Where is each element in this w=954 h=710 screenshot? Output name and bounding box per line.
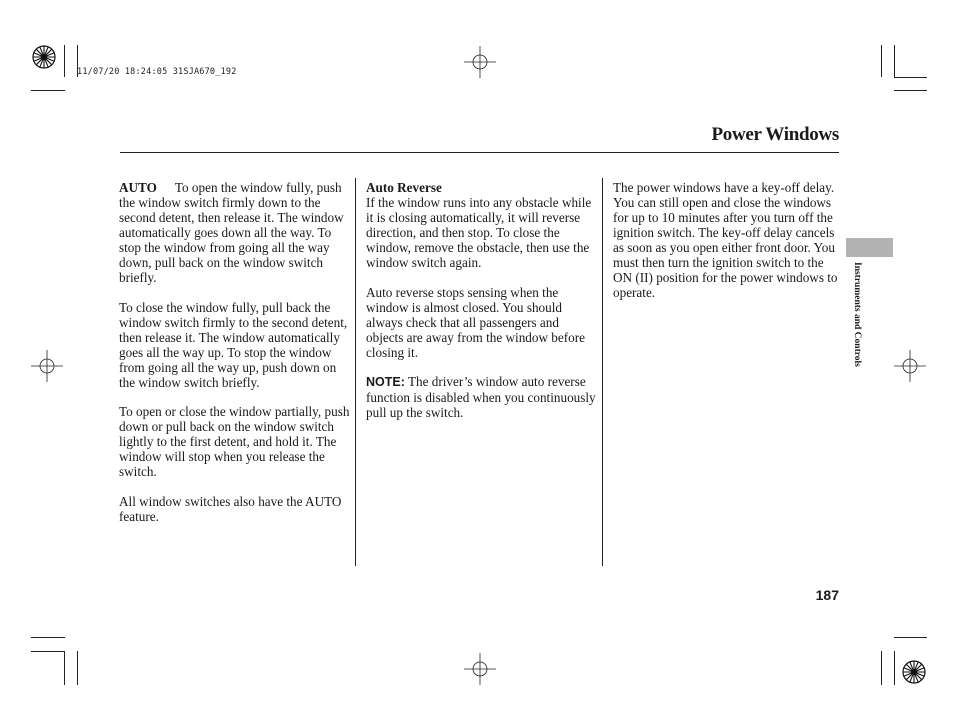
column-divider bbox=[355, 178, 356, 566]
paragraph-close-fully: To close the window fully, pull back the window switch firmly to the second detent, then release it. The window automatically goes all the way up. To stop the window from going all the way up, push down on the window switch briefly. bbox=[119, 299, 348, 390]
paragraph-key-off-delay: The power windows have a key-off delay. You can still open and close the windows for up to 10 minutes after you turn off the ignition switch. The key-off delay cancels as soon as you open either front door. You must then turn the ignition switch to the ON (II) position for the power windows to operate. bbox=[613, 180, 838, 300]
print-header: 11/07/20 18:24:05 31SJA670_192 bbox=[77, 67, 237, 77]
registration-crosshair-icon bbox=[31, 350, 63, 382]
section-label: Instruments and Controls bbox=[852, 262, 862, 367]
registration-crosshair-icon bbox=[894, 350, 926, 382]
column-divider bbox=[602, 178, 603, 566]
section-tab bbox=[846, 238, 893, 257]
crop-mark bbox=[64, 651, 65, 685]
paragraph-partial: To open or close the window partially, push down or pull back on the window switch lightly to the first detent, and hold it. The window will stop when you release the switch. bbox=[119, 404, 350, 480]
starburst-registration-icon bbox=[31, 44, 57, 70]
paragraph-note bbox=[366, 374, 596, 420]
page-number: 187 bbox=[815, 587, 839, 603]
note-label: NOTE: bbox=[366, 375, 405, 390]
crop-mark bbox=[894, 77, 927, 78]
column-left bbox=[119, 180, 351, 538]
crop-mark bbox=[31, 90, 65, 91]
registration-crosshair-icon bbox=[464, 46, 496, 78]
auto-text: To open the window fully, push the window switch firmly down to the second detent, then release it. The window automatically goes down all the way. To stop the window from going all the way down, pull back on the window switch briefly. bbox=[119, 180, 344, 285]
page-title: Power Windows bbox=[711, 124, 839, 145]
crop-mark bbox=[894, 637, 927, 638]
crop-mark bbox=[881, 651, 882, 685]
paragraph-auto bbox=[119, 180, 351, 285]
crop-mark bbox=[31, 651, 65, 652]
crop-mark bbox=[894, 651, 895, 685]
paragraph-all-switches: All window switches also have the AUTO feature. bbox=[119, 493, 342, 524]
section-heading-auto-reverse: Auto Reverse bbox=[366, 180, 442, 195]
auto-label: AUTO bbox=[119, 180, 157, 195]
column-right bbox=[613, 180, 841, 315]
crop-mark bbox=[894, 45, 895, 77]
note-text: The driver’s window auto reverse function is disabled when you continuously pull up the switch. bbox=[366, 374, 596, 421]
crop-mark bbox=[77, 651, 78, 685]
title-rule bbox=[120, 152, 839, 153]
crop-mark bbox=[894, 90, 927, 91]
crop-mark bbox=[64, 45, 65, 77]
column-middle bbox=[366, 180, 596, 435]
starburst-registration-icon bbox=[901, 659, 927, 685]
registration-crosshair-icon bbox=[464, 653, 496, 685]
paragraph-sensing: Auto reverse stops sensing when the window is almost closed. You should always check that all passengers and objects are away from the window before closing it. bbox=[366, 284, 585, 360]
crop-mark bbox=[881, 45, 882, 77]
paragraph-auto-reverse: If the window runs into any obstacle while it is closing automatically, it will reverse direction, and then stop. To close the window, remove the obstacle, then use the window switch again. bbox=[366, 195, 592, 270]
crop-mark bbox=[31, 637, 65, 638]
